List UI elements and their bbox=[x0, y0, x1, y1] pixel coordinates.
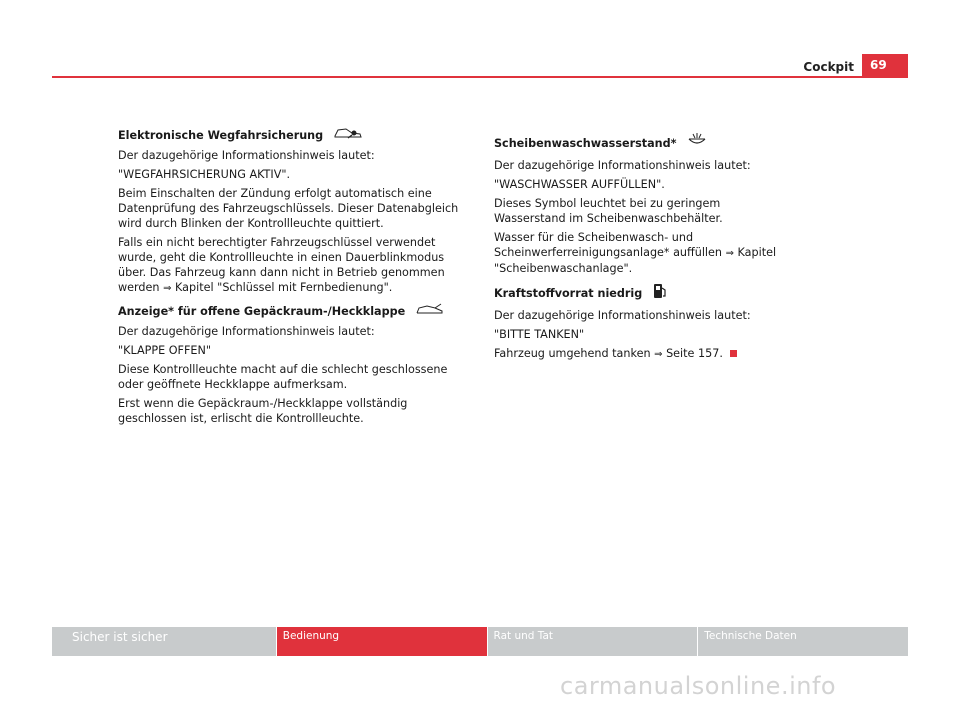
paragraph: Wasser für die Scheibenwasch- und Scheinwerferreinigungsanlage* auffüllen ⇒ Kapitel "Scheibenwaschanlage". bbox=[494, 231, 777, 275]
footer-tab-rat-und-tat[interactable]: Rat und Tat bbox=[488, 627, 699, 656]
watermark: carmanualsonline.info bbox=[560, 672, 837, 700]
paragraph: Beim Einschalten der Zündung erfolgt automatisch eine Datenprüfung des Fahrzeugschlüssels. Dieser Datenabgleich wird durch Blinken der Kontrollleuchte quittiert. bbox=[118, 187, 459, 230]
footer-tab-bedienung[interactable]: Bedienung bbox=[277, 627, 488, 656]
section-heading-immobilizer: Elektronische Wegfahrsicherung bbox=[118, 126, 468, 144]
car-key-icon bbox=[333, 126, 363, 144]
footer-tab-sicher-ist-sicher[interactable]: Sicher ist sicher bbox=[52, 627, 277, 656]
paragraph: Der dazugehörige Informationshinweis lautet: bbox=[118, 149, 375, 162]
left-column bbox=[118, 126, 468, 430]
cross-reference-arrow-icon: ⇒ bbox=[654, 349, 663, 360]
section-heading-tailgate: Anzeige* für offene Gepäckraum-/Heckklappe bbox=[118, 302, 468, 320]
section-heading-fuel: Kraftstoffvorrat niedrig bbox=[494, 282, 794, 304]
paragraph: "KLAPPE OFFEN" bbox=[118, 344, 212, 357]
footer-tab-technische-daten[interactable]: Technische Daten bbox=[698, 627, 908, 656]
right-column bbox=[494, 132, 794, 366]
paragraph: Der dazugehörige Informationshinweis lautet: bbox=[494, 159, 751, 172]
section-title: Cockpit bbox=[803, 60, 854, 74]
paragraph: Der dazugehörige Informationshinweis lautet: bbox=[118, 325, 375, 338]
section-end-marker bbox=[730, 350, 737, 357]
fuel-pump-icon bbox=[652, 282, 668, 304]
footer-nav bbox=[52, 627, 908, 656]
paragraph: Fahrzeug umgehend tanken ⇒ Seite 157. bbox=[494, 346, 794, 362]
section-heading-washer-fluid: Scheibenwaschwasserstand* bbox=[494, 132, 794, 154]
cross-reference-link[interactable]: Seite 157. bbox=[666, 347, 723, 360]
cross-reference-link[interactable]: Kapitel "Scheibenwaschanlage". bbox=[494, 246, 777, 275]
paragraph: Dieses Symbol leuchtet bei zu geringem Wasserstand im Scheibenwaschbehälter. bbox=[494, 197, 723, 225]
paragraph: "WEGFAHRSICHERUNG AKTIV". bbox=[118, 168, 291, 181]
washer-fluid-icon bbox=[686, 132, 708, 154]
paragraph: Diese Kontrollleuchte macht auf die schlecht geschlossene oder geöffnete Heckklappe aufmerksam. bbox=[118, 363, 448, 391]
header-rule bbox=[52, 76, 908, 78]
paragraph: Der dazugehörige Informationshinweis lautet: bbox=[494, 309, 751, 322]
paragraph: "WASCHWASSER AUFFÜLLEN". bbox=[494, 178, 665, 191]
cross-reference-link[interactable]: Kapitel "Schlüssel mit Fernbedienung". bbox=[175, 281, 393, 294]
paragraph: Erst wenn die Gepäckraum-/Heckklappe vollständig geschlossen ist, erlischt die Kontrollleuchte. bbox=[118, 397, 408, 425]
open-tailgate-car-icon bbox=[415, 302, 445, 320]
cross-reference-arrow-icon: ⇒ bbox=[163, 283, 172, 294]
cross-reference-arrow-icon: ⇒ bbox=[725, 248, 734, 259]
page-number: 69 bbox=[862, 54, 908, 76]
paragraph: "BITTE TANKEN" bbox=[494, 328, 585, 341]
paragraph: Falls ein nicht berechtigter Fahrzeugschlüssel verwendet wurde, geht die Kontrollleuchte in einen Dauerblinkmodus über. Das Fahrzeug kann dann nicht in Betrieb genommen werden ⇒ Kapitel "Schlüssel mit Fernbedienung". bbox=[118, 236, 445, 294]
